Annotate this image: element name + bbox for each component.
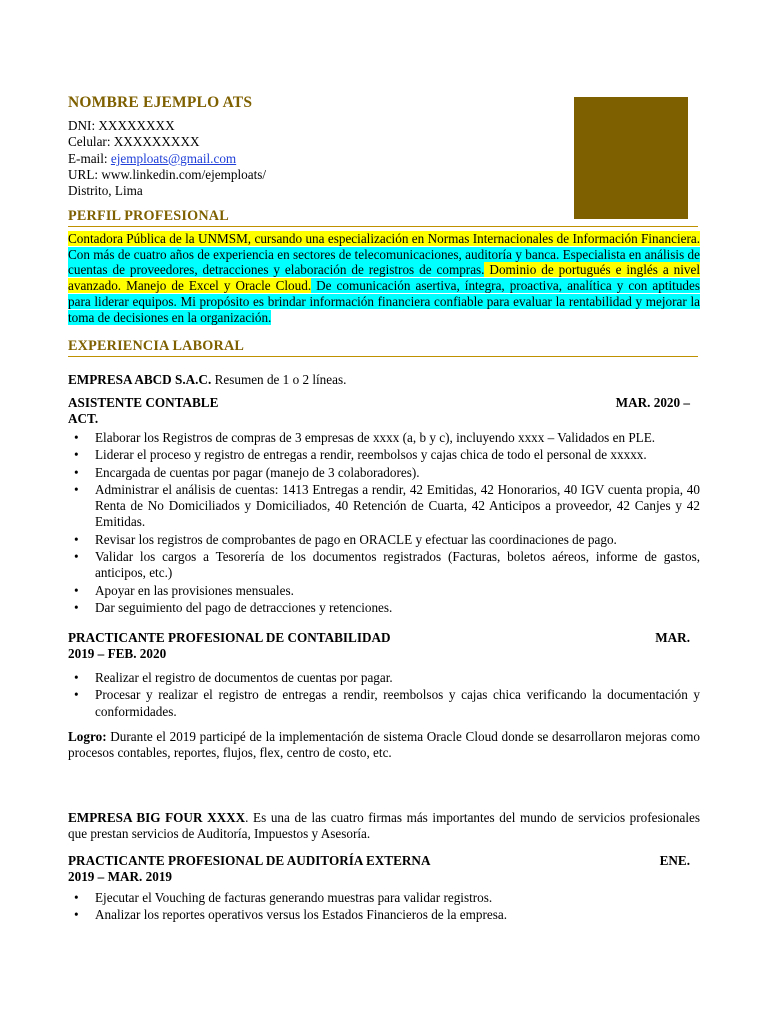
job-date-end: ACT.: [68, 411, 99, 426]
profile-sentence: Dominio de portugués e inglés a nivel avanzado. Manejo de Excel y Oracle Cloud.: [68, 262, 700, 294]
email-link[interactable]: ejemploats@gmail.com: [110, 150, 237, 166]
phone-line: Celular: XXXXXXXXX: [68, 134, 200, 150]
section-divider: [68, 356, 698, 357]
district-line: Distrito, Lima: [68, 183, 143, 199]
list-item: • Dar seguimiento del pago de detracciones y retenciones.: [68, 600, 700, 616]
section-divider: [68, 226, 698, 227]
achievement-text: Durante el 2019 participé de la implementación de sistema Oracle Cloud donde se desarrollaron mejoras como procesos contables, reportes, flujos, flex, centro de costo, etc.: [68, 729, 700, 760]
company-summary: Resumen de 1 o 2 líneas.: [211, 372, 347, 387]
list-item: • Revisar los registros de comprobantes de pago en ORACLE y efectuar las coordinaciones de pago.: [68, 532, 700, 548]
email-line: [68, 151, 266, 167]
profile-sentence: Con más de cuatro años de experiencia en sectores de telecomunicaciones, auditoría y banca. Especialista en análisis de cuentas de proveedores, detracciones y elaboración de registros de compras.: [68, 246, 700, 278]
list-item: • Encargada de cuentas por pagar (manejo de 3 colaboradores).: [68, 465, 700, 481]
contact-block: [68, 118, 266, 199]
job-date-end: 2019 – FEB. 2020: [68, 646, 167, 661]
job-header: [68, 630, 700, 662]
job-date-start: ENE.: [659, 853, 690, 868]
job-title: ASISTENTE CONTABLE: [68, 395, 219, 410]
job-title: PRACTICANTE PROFESIONAL DE AUDITORÍA EXTERNA: [68, 853, 431, 868]
company-abcd-line: [68, 372, 700, 388]
email-label: E-mail:: [68, 150, 111, 166]
profile-paragraph: [68, 231, 700, 325]
section-title-experiencia: EXPERIENCIA LABORAL: [68, 338, 245, 354]
profile-sentence: Mi propósito es brindar información financiera confiable para evaluar la rentabilidad y mejorar la toma de decisiones en la organización.: [68, 293, 700, 325]
photo-placeholder: [574, 97, 688, 219]
job-title: PRACTICANTE PROFESIONAL DE CONTABILIDAD: [68, 630, 391, 645]
job-header: [68, 853, 700, 885]
dni-line: DNI: XXXXXXXX: [68, 118, 175, 133]
list-item: • Realizar el registro de documentos de cuentas por pagar.: [68, 670, 700, 686]
job-date-start: MAR.: [655, 630, 690, 645]
profile-sentence: De comunicación asertiva, íntegra, proactiva, analítica y con aptitudes para liderar equipos.: [68, 278, 700, 309]
list-item: • Procesar y realizar el registro de entregas a rendir, reembolsos y cajas chica verificando la documentación y conformidades.: [68, 687, 700, 720]
company-name: EMPRESA ABCD S.A.C.: [68, 372, 212, 387]
achievement-paragraph: [68, 729, 700, 760]
achievement-label: Logro:: [68, 729, 107, 744]
candidate-name: NOMBRE EJEMPLO ATS: [68, 94, 253, 111]
profile-sentence: Contadora Pública de la UNMSM, cursando una especialización en Normas Internacionales de Información Financiera.: [68, 231, 700, 246]
list-item: • Administrar el análisis de cuentas: 1413 Entregas a rendir, 42 Emitidas, 42 Honorarios, 40 IGV cuenta propia, 40 Renta de No Domiciliados y Domiciliados, 40 Retención de Cuarta, 42 Anticipos a proveedor, 42 Canjes y 42 Emitidas.: [68, 482, 700, 531]
job-bullet-list: [68, 890, 700, 925]
job-bullet-list: [68, 430, 700, 617]
job-date-end: 2019 – MAR. 2019: [68, 869, 173, 884]
section-title-perfil: PERFIL PROFESIONAL: [68, 208, 229, 224]
list-item: • Ejecutar el Vouching de facturas generando muestras para validar registros.: [68, 890, 700, 906]
list-item: • Liderar el proceso y registro de entregas a rendir, reembolsos y cajas chica de todo el personal de xxxxx.: [68, 447, 700, 463]
list-item: • Analizar los reportes operativos versus los Estados Financieros de la empresa.: [68, 907, 700, 923]
url-line: URL: www.linkedin.com/ejemploats/: [68, 166, 267, 182]
company-name: EMPRESA BIG FOUR XXXX: [68, 810, 246, 825]
company-bigfour-line: [68, 810, 700, 841]
job-bullet-list: [68, 670, 700, 721]
job-header: [68, 395, 700, 427]
company-summary: . Es una de las cuatro firmas más importantes del mundo de servicios profesionales que prestan servicios de Auditoría, Impuestos y Asesoría.: [68, 810, 700, 841]
list-item: • Apoyar en las provisiones mensuales.: [68, 583, 700, 599]
list-item: • Validar los cargos a Tesorería de los documentos registrados (Facturas, boletos aéreos, informe de gastos, anticipos, etc.): [68, 549, 700, 582]
job-date-start: MAR. 2020 –: [615, 395, 690, 410]
list-item: • Elaborar los Registros de compras de 3 empresas de xxxx (a, b y c), incluyendo xxxx – Validados en PLE.: [68, 430, 700, 446]
